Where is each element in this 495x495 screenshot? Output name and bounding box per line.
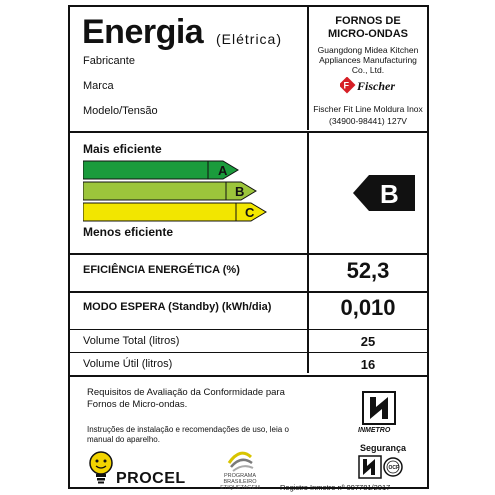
class-b-bar (83, 182, 256, 200)
fischer-logo (340, 77, 420, 95)
programa-logo (225, 443, 255, 473)
divider-row-2 (70, 329, 427, 330)
mais-eficiente-label: Mais eficiente (83, 142, 162, 156)
volume-total-label: Volume Total (litros) (83, 335, 180, 347)
label-subtitle: (Elétrica) (216, 31, 283, 47)
procel-label: PROCEL (116, 470, 186, 487)
divider-row-3 (70, 352, 427, 353)
seguranca-seal (358, 455, 404, 479)
seguranca-label: Segurança (360, 443, 407, 453)
header-divider (307, 7, 309, 130)
class-c-letter: C (245, 205, 255, 220)
requirements-text: Requisitos de Avaliação da Conformidade para Fornos de Micro-ondas. (87, 387, 285, 410)
menos-eficiente-label: Menos eficiente (83, 225, 174, 239)
fabricante-label: Fabricante (83, 55, 135, 67)
rating-letter: B (380, 179, 399, 209)
standby-value: 0,010 (340, 295, 396, 320)
model-info (312, 103, 424, 127)
product-type: FORNOS DE MICRO-ONDAS (327, 15, 409, 40)
label-title: Energia (82, 13, 204, 51)
divider-header-bottom (70, 131, 427, 133)
inmetro-logo (362, 391, 396, 425)
rating-indicator (353, 175, 415, 211)
modelo-label: Modelo/Tensão (83, 105, 158, 117)
instructions-text: Instruções de instalação e recomendações de uso, leia o manual do aparelho. (87, 425, 289, 444)
marca-label: Marca (83, 80, 114, 92)
inmetro-label: INMETRO (358, 427, 391, 434)
eficiencia-value: 52,3 (346, 258, 390, 283)
eficiencia-label: EFICIÊNCIA ENERGÉTICA (%) (83, 264, 240, 276)
class-a-letter: A (218, 163, 228, 178)
procel-bulb-icon (88, 451, 114, 485)
divider-scale-bottom (70, 253, 427, 255)
programa-label: PROGRAMA BRASILEIRO ETIQUETAGEM (220, 473, 260, 491)
class-b-letter: B (235, 184, 245, 199)
svg-text:F: F (343, 80, 349, 91)
model-code-voltage: (34900-98441) 127V (329, 116, 407, 126)
volume-util-label: Volume Útil (litros) (83, 358, 173, 370)
manufacturer-name: Guangdong Midea Kitchen Appliances Manufacturing Co., Ltd. (317, 45, 419, 75)
divider-row-1 (70, 291, 427, 293)
divider-row-4 (70, 375, 427, 377)
class-c-bar (83, 203, 266, 221)
energy-label (68, 5, 429, 492)
svg-text:OCP: OCP (388, 465, 400, 471)
brand-name: Fischer (357, 79, 396, 93)
registro-text: Registro Inmetro nº 007781/2017 (280, 483, 391, 492)
class-a-bar (83, 161, 238, 179)
volume-total-value: 25 (360, 334, 376, 349)
volume-util-value: 16 (360, 357, 376, 372)
model-name: Fischer Fit Line Moldura Inox (313, 104, 423, 114)
standby-label: MODO ESPERA (Standby) (kWh/dia) (83, 301, 272, 313)
efficiency-scale (83, 160, 268, 224)
